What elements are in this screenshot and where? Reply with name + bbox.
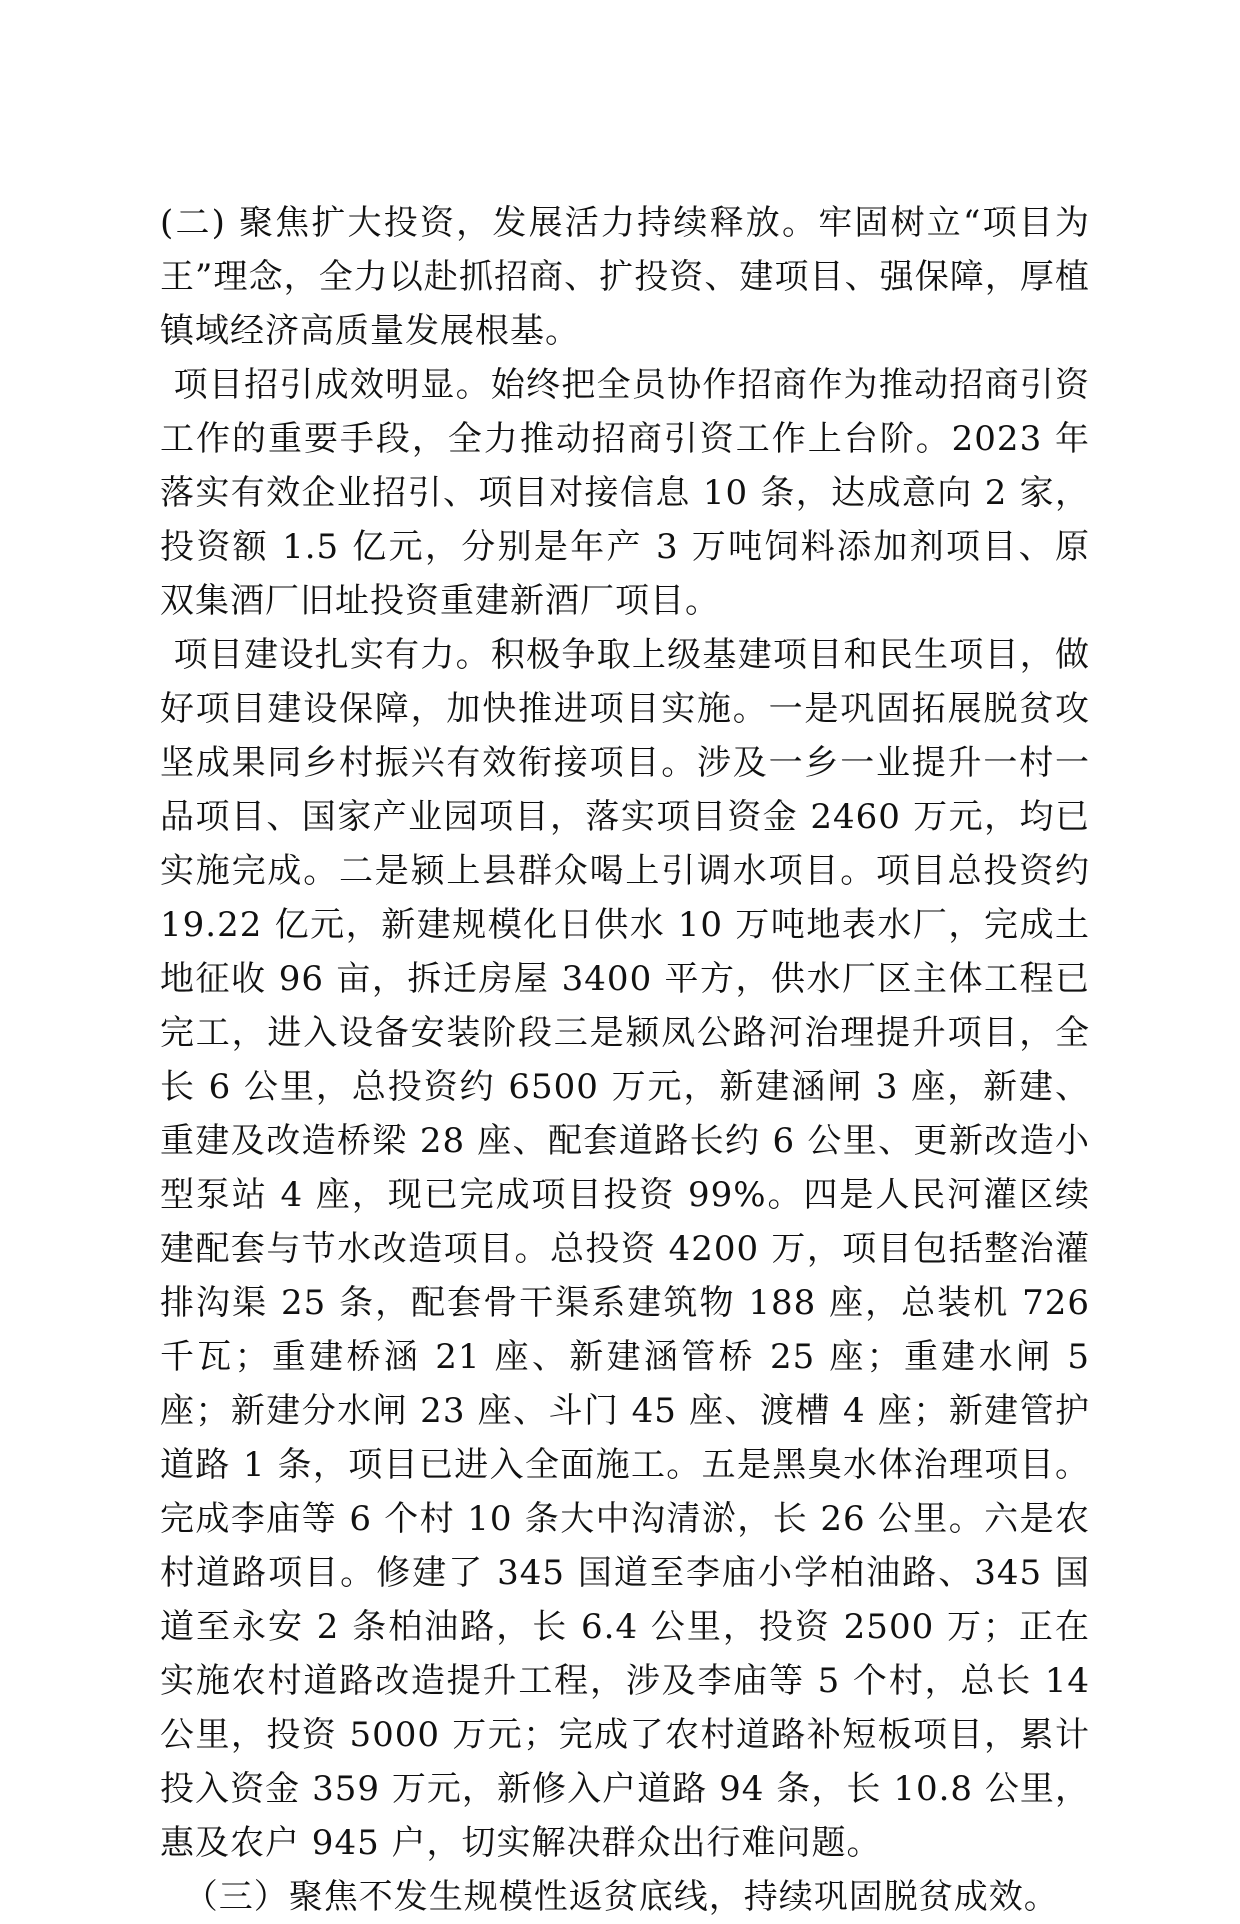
section-two-heading-paragraph: (二) 聚焦扩大投资，发展活力持续释放。牢固树立“项目为王”理念，全力以赴抓招商、扩投资、建项目、强保障，厚植镇域经济高质量发展根基。 [160, 203, 1090, 351]
document-body [160, 196, 1090, 1924]
investment-attraction-paragraph: 项目招引成效明显。始终把全员协作招商作为推动招商引资工作的重要手段，全力推动招商引资工作上台阶。2023 年落实有效企业招引、项目对接信息 10 条，达成意向 2 家，投资额 1.5 亿元，分别是年产 3 万吨饲料添加剂项目、原双集酒厂旧址投资重建新酒厂项目。 [160, 365, 1090, 621]
section-three-heading-paragraph: （三）聚焦不发生规模性返贫底线，持续巩固脱贫成效。 [183, 1877, 1059, 1917]
project-construction-paragraph: 项目建设扎实有力。积极争取上级基建项目和民生项目，做好项目建设保障，加快推进项目实施。一是巩固拓展脱贫攻坚成果同乡村振兴有效衔接项目。涉及一乡一业提升一村一品项目、国家产业园项目，落实项目资金 2460 万元，均已实施完成。二是颍上县群众喝上引调水项目。项目总投资约 19.22 亿元，新建规模化日供水 10 万吨地表水厂，完成土地征收 96 亩，拆迁房屋 3400 平方，供水厂区主体工程已完工，进入设备安装阶段三是颍凤公路河治理提升项目，全长 6 公里，总投资约 6500 万元，新建涵闸 3 座，新建、重建及改造桥梁 28 座、配套道路长约 6 公里、更新改造小型泵站 4 座，现已完成项目投资 99%。四是人民河灌区续建配套与节水改造项目。总投资 4200 万，项目包括整治灌排沟渠 25 条，配套骨干渠系建筑物 188 座，总装机 726 千瓦；重建桥涵 21 座、新建涵管桥 25 座；重建水闸 5 座；新建分水闸 23 座、斗门 45 座、渡槽 4 座；新建管护道路 1 条，项目已进入全面施工。五是黑臭水体治理项目。完成李庙等 6 个村 10 条大中沟清淤，长 26 公里。六是农村道路项目。修建了 345 国道至李庙小学柏油路、345 国道至永安 2 条柏油路，长 6.4 公里，投资 2500 万；正在实施农村道路改造提升工程，涉及李庙等 5 个村，总长 14 公里，投资 5000 万元；完成了农村道路补短板项目，累计投入资金 359 万元，新修入户道路 94 条，长 10.8 公里，惠及农户 945 户，切实解决群众出行难问题。 [160, 635, 1090, 1863]
